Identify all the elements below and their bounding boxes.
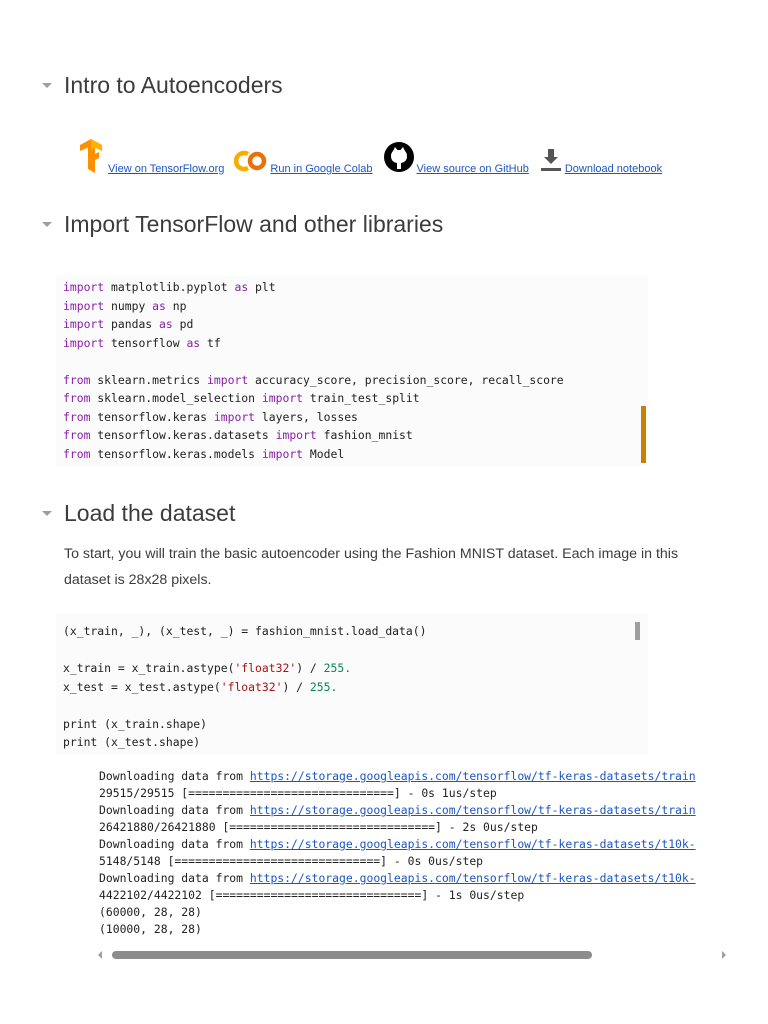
- code-token: sklearn.metrics: [90, 372, 208, 387]
- code-token: tensorflow: [104, 335, 187, 350]
- code-token: Downloading data from: [99, 803, 250, 817]
- code-line: [63, 678, 426, 697]
- section-import-header[interactable]: [42, 211, 443, 238]
- notebook-badges: [76, 138, 672, 178]
- code-token: 255.: [323, 661, 352, 675]
- output-line: [99, 819, 729, 836]
- code-token: from: [63, 428, 91, 442]
- code-token: import: [63, 280, 105, 294]
- code-token: sklearn.model_selection: [90, 391, 262, 405]
- code-token: import: [207, 372, 249, 387]
- code-line: [63, 426, 564, 445]
- code-line: [63, 278, 564, 297]
- cell-output: [99, 768, 729, 938]
- section-intro-header[interactable]: [42, 72, 283, 99]
- github-logo-icon: [383, 141, 415, 178]
- code-token: 29515/29515 [==============================] - 0s 1us/step: [99, 786, 497, 800]
- collapse-caret-icon[interactable]: [42, 511, 52, 516]
- code-token: 255.: [309, 679, 338, 694]
- output-horizontal-scrollbar[interactable]: [96, 948, 730, 962]
- code-token: matplotlib.pyplot: [104, 280, 235, 294]
- code-token: fashion_mnist: [316, 428, 413, 442]
- code-line: [63, 315, 564, 334]
- output-line: [99, 785, 729, 802]
- scroll-thumb[interactable]: [112, 951, 592, 959]
- output-link[interactable]: https://storage.googleapis.com/tensorflow/tf-keras-datasets/train: [249, 769, 696, 783]
- code-line: [63, 659, 426, 678]
- code-token: import: [275, 428, 317, 442]
- code-token: layers, losses: [255, 409, 358, 424]
- badge-colab-link[interactable]: Run in Google Colab: [270, 163, 373, 175]
- code-token: tensorflow.keras: [90, 409, 214, 424]
- badge-tensorflow[interactable]: [76, 139, 224, 178]
- code-token: np: [165, 298, 187, 313]
- code-token: 4422102/4422102 [==============================] - 1s 0us/step: [99, 888, 525, 902]
- code-token: (60000, 28, 28): [99, 905, 202, 919]
- code-line: [63, 733, 426, 752]
- code-line: [63, 696, 426, 715]
- code-token: print (x_test.shape): [63, 735, 201, 749]
- colab-logo-icon: [234, 149, 268, 178]
- code-load-data[interactable]: [63, 622, 426, 752]
- collapse-caret-icon[interactable]: [42, 222, 52, 227]
- code-token: tf: [200, 335, 221, 350]
- output-line: [99, 904, 729, 921]
- cursor-marker: [635, 622, 640, 640]
- code-line: [63, 389, 564, 408]
- code-token: import: [261, 391, 304, 405]
- code-token: Downloading data from: [99, 871, 250, 885]
- code-token: import: [63, 317, 105, 331]
- scroll-left-arrow-icon[interactable]: [98, 951, 102, 959]
- code-token: tensorflow.keras.datasets: [90, 428, 276, 442]
- badge-download[interactable]: [539, 145, 662, 178]
- code-token: import: [261, 446, 304, 461]
- output-link[interactable]: https://storage.googleapis.com/tensorflow/tf-keras-datasets/t10k-: [249, 837, 696, 851]
- code-token: numpy: [104, 298, 153, 313]
- code-token: as: [234, 280, 249, 294]
- output-line: [99, 802, 729, 819]
- code-token: Downloading data from: [99, 837, 250, 851]
- output-line: [99, 836, 729, 853]
- code-token: tensorflow.keras.models: [90, 446, 262, 461]
- code-token: (x_train, _), (x_test, _) = fashion_mnist.load_data(): [63, 624, 427, 638]
- code-token: pd: [172, 317, 194, 331]
- code-line: [63, 297, 564, 316]
- tensorflow-logo-icon: [76, 139, 106, 178]
- badge-download-link[interactable]: Download notebook: [564, 163, 663, 175]
- code-line: [63, 408, 564, 427]
- output-link[interactable]: https://storage.googleapis.com/tensorflow/tf-keras-datasets/t10k-: [249, 871, 696, 885]
- badge-github-link[interactable]: View source on GitHub: [416, 163, 529, 175]
- download-icon: [539, 145, 563, 178]
- code-token: 5148/5148 [==============================] - 0s 0us/step: [99, 854, 484, 868]
- code-token: accuracy_score, precision_score, recall_score: [248, 372, 564, 387]
- code-token: print (x_train.shape): [63, 716, 208, 731]
- code-token: x_test = x_test.astype(: [63, 679, 221, 694]
- section-title: Intro to Autoencoders: [64, 72, 283, 98]
- badge-colab[interactable]: [234, 149, 372, 178]
- output-line: [99, 853, 729, 870]
- code-line: [63, 334, 564, 353]
- code-token: Downloading data from: [99, 769, 250, 783]
- code-token: from: [63, 391, 91, 405]
- code-token: from: [63, 372, 91, 387]
- cell-indicator: [641, 406, 646, 463]
- code-token: ) /: [296, 661, 324, 675]
- code-token: from: [63, 446, 91, 461]
- code-imports[interactable]: [63, 278, 564, 463]
- output-line: [99, 768, 729, 785]
- code-token: Model: [303, 446, 345, 461]
- code-token: as: [159, 317, 173, 331]
- badge-tensorflow-link[interactable]: View on TensorFlow.org: [108, 163, 225, 175]
- code-token: 26421880/26421880 [==============================] - 2s 0us/step: [99, 820, 538, 834]
- scroll-right-arrow-icon[interactable]: [722, 951, 726, 959]
- code-token: import: [213, 409, 256, 424]
- section-load-header[interactable]: [42, 500, 235, 527]
- badge-github[interactable]: [383, 141, 529, 178]
- code-token: import: [63, 298, 105, 313]
- section-title: Import TensorFlow and other libraries: [64, 211, 444, 237]
- code-line: [63, 622, 426, 641]
- code-line: [63, 715, 426, 734]
- section-description: To start, you will train the basic autoencoder using the Fashion MNIST dataset. Each image in this dataset is 28x28 pixels.: [64, 546, 679, 588]
- code-token: 'float32': [220, 679, 283, 694]
- code-token: train_test_split: [303, 391, 420, 405]
- code-line: [63, 641, 426, 660]
- code-token: from: [63, 409, 91, 424]
- collapse-caret-icon[interactable]: [42, 83, 52, 88]
- code-line: [63, 352, 564, 371]
- code-token: (10000, 28, 28): [99, 922, 202, 936]
- output-line: [99, 921, 729, 938]
- code-token: pandas: [104, 317, 160, 331]
- code-token: plt: [248, 280, 276, 294]
- code-token: 'float32': [234, 661, 297, 675]
- section-title: Load the dataset: [64, 500, 236, 526]
- code-line: [63, 371, 564, 390]
- code-token: as: [186, 335, 201, 350]
- output-link[interactable]: https://storage.googleapis.com/tensorflow/tf-keras-datasets/train: [249, 803, 696, 817]
- code-token: ) /: [282, 679, 310, 694]
- code-line: [63, 445, 564, 464]
- output-line: [99, 870, 729, 887]
- code-token: import: [63, 335, 105, 350]
- output-line: [99, 887, 729, 904]
- code-token: as: [152, 298, 166, 313]
- code-token: x_train = x_train.astype(: [63, 661, 235, 675]
